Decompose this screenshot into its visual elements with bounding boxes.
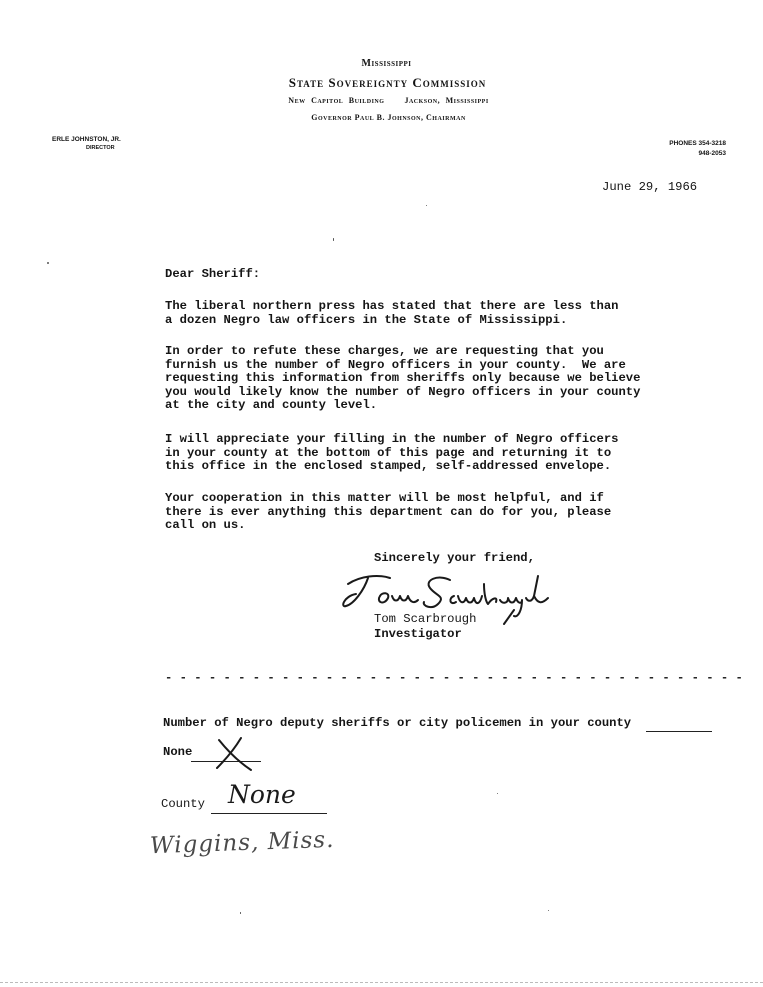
- paragraph-2: In order to refute these charges, we are requesting that you furnish us the number of Negro officers in your county. We are requesting this information from sheriffs only because we believe you would likely know the number of Negro officers in your county at the city and county level.: [165, 344, 641, 413]
- none-label: None: [163, 745, 193, 759]
- letterhead-state: Mississippi: [361, 58, 412, 69]
- letterhead-commission: State Sovereignty Commission: [288, 75, 487, 90]
- county-handwritten-answer: None: [228, 780, 296, 809]
- question-answer-line: [646, 731, 712, 732]
- salutation: Dear Sheriff:: [165, 267, 261, 281]
- letterhead-address-left: New Capitol Building: [288, 96, 385, 105]
- county-label: County: [161, 797, 205, 811]
- paper-speck: [497, 793, 498, 794]
- signer-name: Tom Scarbrough: [374, 612, 477, 626]
- paragraph-4: Your cooperation in this matter will be most helpful, and if there is ever anything this department can do for you, please call on us.: [165, 491, 612, 533]
- letterhead-address-right: Jackson, Mississippi: [404, 96, 489, 105]
- closing: Sincerely your friend,: [374, 551, 535, 565]
- director-title: DIRECTOR: [86, 145, 115, 151]
- paper-speck: [333, 238, 334, 241]
- phones-line-1: PHONES 354-3218: [669, 140, 726, 147]
- tear-off-separator: - - - - - - - - - - - - - - - - - - - - - - - - - - - - - - - - - - - - - - - -: [165, 671, 743, 685]
- paragraph-1: The liberal northern press has stated that there are less than a dozen Negro law officers in the State of Mississippi.: [165, 299, 619, 327]
- director-block: [52, 135, 121, 153]
- county-answer-line: [211, 813, 327, 814]
- form-question: Number of Negro deputy sheriffs or city policemen in your county: [163, 716, 632, 730]
- signer-title: Investigator: [374, 627, 462, 641]
- phones-block: [669, 139, 726, 159]
- letter-date: June 29, 1966: [602, 180, 698, 194]
- page-bottom-edge: [0, 982, 763, 983]
- phones-line-2: 948-2053: [698, 150, 726, 157]
- handwritten-x-mark: [205, 736, 265, 772]
- handwritten-location-note: Wiggins, Miss.: [149, 826, 335, 860]
- paper-speck: [548, 910, 549, 911]
- paragraph-3: I will appreciate your filling in the number of Negro officers in your county at the bottom of this page and returning it to this office in the enclosed stamped, self-addressed envelope.: [165, 432, 619, 474]
- paper-speck: [426, 205, 427, 206]
- paper-speck: [47, 262, 49, 264]
- letterhead-address: [7, 96, 763, 105]
- paper-speck: [240, 912, 241, 914]
- letterhead-chairman: Governor Paul B. Johnson, Chairman: [311, 113, 466, 122]
- director-name: ERLE JOHNSTON, JR.: [52, 136, 121, 143]
